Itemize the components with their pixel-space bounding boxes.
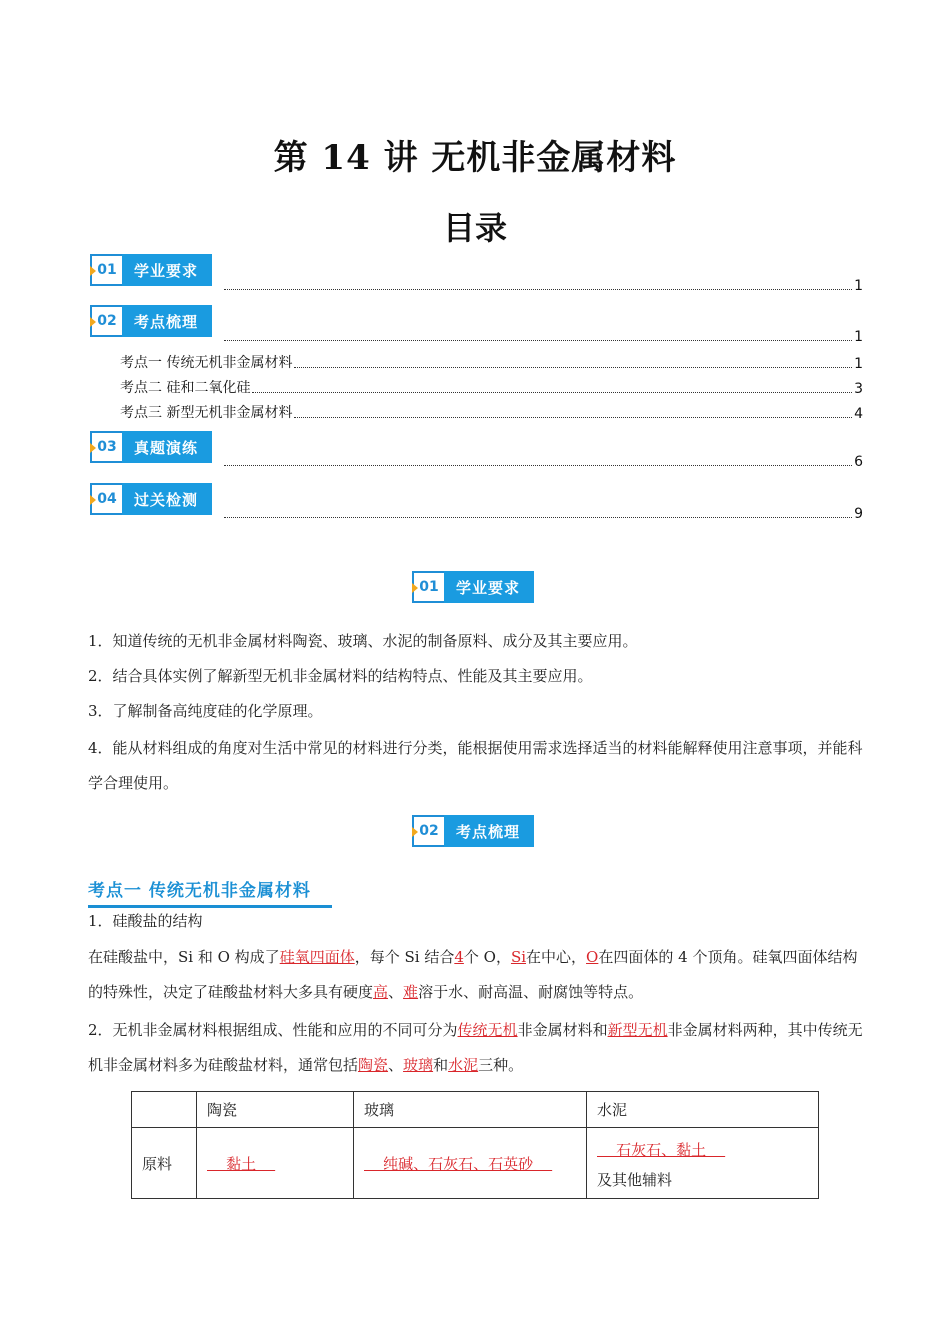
table-cell-extra: 及其他辅料 <box>597 1171 673 1189</box>
toc-leader <box>224 465 852 466</box>
badge-label: 考点梳理 <box>444 815 534 847</box>
toc-subentry-1[interactable] <box>120 352 863 372</box>
table-header-row <box>132 1092 819 1128</box>
toc-page: 6 <box>854 454 863 470</box>
text: 在四面体的 4 个顶角。硅氧四面体结构的特殊性，决定了硅酸盐材料大多具有硬度 <box>88 948 858 1001</box>
text: 2．无机非金属材料根据组成、性能和应用的不同可分为 <box>88 1021 458 1039</box>
badge-number: 04 <box>90 483 122 515</box>
text: 、 <box>388 1056 404 1074</box>
paragraph-classification <box>88 1013 863 1083</box>
text: 三种。 <box>478 1056 524 1074</box>
table-cell-ceramic <box>197 1128 354 1199</box>
answer-blank: Si <box>510 948 527 966</box>
toc-leader <box>224 340 852 341</box>
toc-page: 9 <box>854 506 863 522</box>
badge-number: 01 <box>412 571 444 603</box>
answer-blank: 硅氧四面体 <box>279 948 355 966</box>
table-cell-glass <box>354 1128 587 1199</box>
table-header-cell: 水泥 <box>587 1092 819 1128</box>
toc-leader <box>224 517 852 518</box>
text: 非金属材料两种，其中传统无机非金属材料多为硅酸盐材料，通常包括 <box>88 1021 863 1074</box>
toc-subentry-2[interactable] <box>120 377 863 397</box>
badge-label: 学业要求 <box>122 254 212 286</box>
toc-entry-01[interactable] <box>222 278 863 294</box>
paragraph-silicate-structure <box>88 940 863 1010</box>
toc-leader <box>294 367 852 368</box>
table-row <box>132 1128 819 1199</box>
badge-label: 学业要求 <box>444 571 534 603</box>
page-title: 第 14 讲 无机非金属材料 <box>273 138 677 178</box>
answer-blank: 玻璃 <box>403 1056 434 1074</box>
toc-page: 1 <box>854 329 863 345</box>
toc-page: 3 <box>854 381 863 397</box>
badge-label: 考点梳理 <box>122 305 212 337</box>
table-cell-cement <box>587 1128 819 1199</box>
text: 和 <box>433 1056 449 1074</box>
toc-title: 目录 <box>442 209 507 247</box>
answer-blank: 纯碱、石灰石、石英砂 <box>364 1154 553 1173</box>
table-header-cell: 陶瓷 <box>197 1092 354 1128</box>
toc-subentry-label: 考点二 硅和二氧化硅 <box>120 380 251 396</box>
toc-leader <box>224 289 852 290</box>
badge-number: 03 <box>90 431 122 463</box>
toc-subentry-label: 考点三 新型无机非金属材料 <box>120 405 293 421</box>
answer-blank: 难 <box>403 983 419 1001</box>
badge-number: 02 <box>90 305 122 337</box>
text: 非金属材料和 <box>517 1021 608 1039</box>
requirement-4: 4．能从材料组成的角度对生活中常见的材料进行分类，能根据使用需求选择适当的材料能解释使用注意事项，并能科学合理使用。 <box>88 739 863 792</box>
toc-badge-01[interactable] <box>90 254 212 286</box>
answer-blank: 4 <box>454 948 464 966</box>
table-header-cell <box>132 1092 197 1128</box>
text: 溶于水、耐高温、耐腐蚀等特点。 <box>418 983 644 1001</box>
text: 、 <box>388 983 404 1001</box>
badge-label: 过关检测 <box>122 483 212 515</box>
badge-label: 真题演练 <box>122 431 212 463</box>
answer-blank: 高 <box>373 983 389 1001</box>
toc-page: 1 <box>854 356 863 372</box>
toc-badge-03[interactable] <box>90 431 212 463</box>
item1-title: 1．硅酸盐的结构 <box>88 912 203 930</box>
answer-blank: 新型无机 <box>607 1021 668 1039</box>
toc-leader <box>294 417 852 418</box>
answer-blank: 石灰石、黏土 <box>597 1141 726 1159</box>
toc-page: 4 <box>854 406 863 422</box>
answer-blank: 传统无机 <box>457 1021 518 1039</box>
answer-blank: 黏土 <box>207 1154 276 1173</box>
text: 个 O， <box>463 948 511 966</box>
section-badge-requirements <box>412 571 534 603</box>
toc-entry-02[interactable] <box>222 329 863 345</box>
toc-subentry-3[interactable] <box>120 402 863 422</box>
toc-badge-02[interactable] <box>90 305 212 337</box>
toc-page: 1 <box>854 278 863 294</box>
toc-subentry-label: 考点一 传统无机非金属材料 <box>120 355 293 371</box>
section-heading: 考点一 传统无机非金属材料 <box>88 881 311 901</box>
requirement-3: 3．了解制备高纯度硅的化学原理。 <box>88 702 323 720</box>
text: 在中心， <box>526 948 587 966</box>
table-header-cell: 玻璃 <box>354 1092 587 1128</box>
badge-number: 02 <box>412 815 444 847</box>
toc-entry-03[interactable] <box>222 454 863 470</box>
toc-badge-04[interactable] <box>90 483 212 515</box>
toc-entry-04[interactable] <box>222 506 863 522</box>
requirement-2: 2．结合具体实例了解新型无机非金属材料的结构特点、性能及其主要应用。 <box>88 667 593 685</box>
answer-blank: 水泥 <box>448 1056 479 1074</box>
text: ，每个 Si 结合 <box>354 948 455 966</box>
badge-number: 01 <box>90 254 122 286</box>
materials-table <box>131 1091 819 1199</box>
table-row-label: 原料 <box>132 1128 197 1199</box>
text: 在硅酸盐中，Si 和 O 构成了 <box>88 948 280 966</box>
answer-blank: 陶瓷 <box>358 1056 389 1074</box>
section-badge-points <box>412 815 534 847</box>
answer-blank: O <box>586 948 599 966</box>
toc-leader <box>252 392 852 393</box>
requirement-1: 1．知道传统的无机非金属材料陶瓷、玻璃、水泥的制备原料、成分及其主要应用。 <box>88 632 638 650</box>
